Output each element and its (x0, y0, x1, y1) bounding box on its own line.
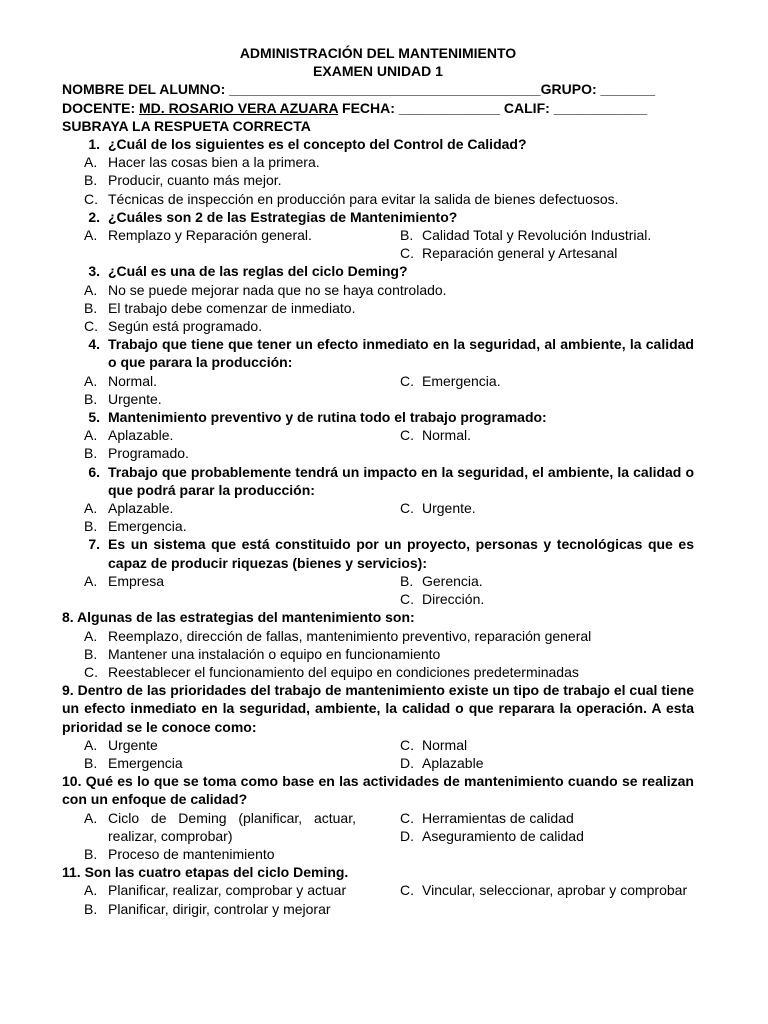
options-row (62, 754, 694, 772)
option-letter: B. (84, 645, 98, 662)
options-row (62, 590, 694, 608)
option-text: Normal. (422, 427, 472, 444)
option[interactable] (62, 317, 694, 335)
option-text: Dirección. (422, 591, 485, 608)
option-letter: C. (84, 663, 98, 680)
option[interactable] (62, 190, 694, 208)
option[interactable] (62, 372, 400, 390)
option-letter: C. (84, 318, 98, 335)
option-letter: B. (84, 754, 98, 771)
student-name-line: NOMBRE DEL ALUMNO: ________________________________________GRUPO: _______ (62, 81, 656, 98)
option-letter: A. (84, 227, 98, 244)
option-text: Técnicas de inspección en producción para evitar la salida de bienes defectuosos. (108, 190, 619, 207)
options-row (62, 426, 694, 444)
option[interactable] (62, 845, 694, 863)
option[interactable] (62, 900, 694, 918)
docente-name: MD. ROSARIO VERA AZUARA (139, 99, 339, 116)
option-letter: A. (84, 154, 98, 171)
option[interactable] (400, 590, 694, 608)
option-letter: C. (400, 736, 414, 753)
option[interactable] (62, 171, 694, 189)
option[interactable] (62, 645, 694, 663)
option-text: Planificar, realizar, comprobar y actuar (108, 882, 347, 899)
question-text: Mantenimiento preventivo y de rutina todo el trabajo programado: (108, 409, 547, 426)
option-letter: A. (84, 627, 98, 644)
option-letter: C. (400, 500, 414, 517)
spacer (62, 244, 400, 262)
option[interactable] (62, 299, 694, 317)
option[interactable] (400, 754, 694, 772)
option-letter: B. (84, 299, 98, 316)
question-7 (62, 535, 694, 571)
option[interactable] (62, 499, 400, 517)
exam-subtitle: EXAMEN UNIDAD 1 (313, 63, 443, 80)
option[interactable] (400, 499, 694, 517)
option[interactable] (62, 153, 694, 171)
option[interactable] (62, 281, 694, 299)
option-text: Normal (422, 736, 468, 753)
option-letter: C. (400, 591, 414, 608)
option-text: Urgente. (422, 500, 476, 517)
option-text: Emergencia (108, 754, 183, 771)
option-letter: B. (400, 572, 414, 589)
option-text: Reestablecer el funcionamiento del equipo en condiciones predeterminadas (108, 663, 579, 680)
option[interactable] (400, 572, 694, 590)
question-text: Trabajo que probablemente tendrá un impacto en la seguridad, el ambiente, la calidad o que podrá parar la producción: (108, 463, 694, 498)
option-letter: A. (84, 736, 98, 753)
question-number: 6. (88, 463, 100, 480)
option[interactable] (62, 881, 400, 899)
option[interactable] (62, 809, 400, 845)
question-number: 4. (88, 336, 100, 353)
option-text: Emergencia. (422, 372, 501, 389)
exam-page (62, 44, 694, 918)
option-letter: C. (400, 809, 414, 826)
option[interactable] (62, 627, 694, 645)
options-row (62, 499, 694, 517)
option[interactable] (62, 390, 694, 408)
option-text: Planificar, dirigir, controlar y mejorar (108, 900, 331, 917)
question-text: Trabajo que tiene que tener un efecto inmediato en la seguridad, al ambiente, la calidad o que parara la producción: (108, 336, 694, 371)
option[interactable] (400, 244, 694, 262)
option-letter: B. (84, 900, 98, 917)
option-letter: C. (84, 190, 98, 207)
options-row (62, 881, 694, 899)
options-row (62, 244, 694, 262)
option-text: Aplazable. (108, 500, 174, 517)
question-5 (62, 408, 694, 426)
option-text: Urgente. (108, 390, 162, 407)
question-text: Es un sistema que está constituido por un proyecto, personas y tecnológicas que es capaz de producir riquezas (bienes y servicios): (108, 536, 694, 571)
option-text: Programado. (108, 445, 189, 462)
option-text: El trabajo debe comenzar de inmediato. (108, 299, 356, 316)
option-letter: B. (84, 845, 98, 862)
option-text: Aplazable. (108, 427, 174, 444)
option-text: Producir, cuanto más mejor. (108, 172, 282, 189)
option-letter: A. (84, 372, 98, 389)
option-letter: A. (84, 500, 98, 517)
docente-line (62, 99, 694, 117)
question-number: 5. (88, 409, 100, 426)
question-text: ¿Cuál de los siguientes es el concepto del Control de Calidad? (108, 136, 527, 153)
question-text: ¿Cuáles son 2 de las Estrategias de Mantenimiento? (108, 208, 458, 225)
option[interactable] (400, 226, 694, 244)
question-number: 2. (88, 208, 100, 225)
options-row (62, 372, 694, 390)
option[interactable] (62, 517, 694, 535)
option[interactable] (400, 881, 694, 899)
option-text: Hacer las cosas bien a la primera. (108, 154, 320, 171)
option-letter: C. (400, 245, 414, 262)
option[interactable] (62, 572, 400, 590)
option-text: Aplazable (422, 754, 484, 771)
question-2 (62, 208, 694, 226)
question-4 (62, 335, 694, 371)
option[interactable] (62, 663, 694, 681)
option-letter: B. (84, 390, 98, 407)
option[interactable] (400, 809, 694, 827)
option[interactable] (400, 372, 694, 390)
question-number: 7. (88, 536, 100, 553)
option-letter: C. (400, 427, 414, 444)
option[interactable] (400, 426, 694, 444)
option-letter: B. (400, 227, 414, 244)
option[interactable] (62, 426, 400, 444)
options-row (62, 809, 694, 845)
option[interactable] (62, 444, 694, 462)
option-text: Según está programado. (108, 318, 263, 335)
question-1 (62, 135, 694, 153)
question-text: ¿Cuál es una de las reglas del ciclo Deming? (108, 263, 408, 280)
option-letter: D. (400, 754, 414, 771)
question-9: 9. Dentro de las prioridades del trabajo de mantenimiento existe un tipo de trabajo el cual tiene un efecto inmediato en la seguridad, ambiente, la calidad o que reparara la operación. A esta prioridad se le conoce como: (62, 682, 694, 735)
option-letter: A. (84, 572, 98, 589)
options-row (62, 572, 694, 590)
options-row (62, 736, 694, 754)
option-letter: C. (400, 372, 414, 389)
option-text: Normal. (108, 372, 158, 389)
fecha-calif: FECHA: _____________ CALIF: ____________ (342, 99, 648, 116)
option-letter: B. (84, 518, 98, 535)
options-col (400, 809, 694, 845)
question-8: 8. Algunas de las estrategias del mantenimiento son: (62, 609, 415, 626)
option[interactable] (400, 736, 694, 754)
option-letter: C. (400, 882, 414, 899)
option-letter: A. (84, 882, 98, 899)
option-text: Empresa (108, 572, 165, 589)
option[interactable] (400, 827, 694, 845)
option-text: Reparación general y Artesanal (422, 245, 618, 262)
option-letter: B. (84, 445, 98, 462)
option-text: Reemplazo, dirección de fallas, mantenimiento preventivo, reparación general (108, 627, 592, 644)
option-text: Urgente (108, 736, 158, 753)
question-10: 10. Qué es lo que se toma como base en las actividades de mantenimiento cuando se realizan con un enfoque de calidad? (62, 773, 694, 808)
options-row (62, 226, 694, 244)
docente-label: DOCENTE: (62, 99, 136, 116)
question-number: 3. (88, 263, 100, 280)
option-text: Mantener una instalación o equipo en funcionamiento (108, 645, 441, 662)
option-letter: A. (84, 281, 98, 298)
question-11: 11. Son las cuatro etapas del ciclo Deming. (62, 864, 349, 881)
option-text: Herramientas de calidad (422, 809, 574, 826)
option-text: Vincular, seleccionar, aprobar y comprobar (422, 882, 688, 899)
option[interactable] (62, 754, 400, 772)
instruction: SUBRAYA LA RESPUETA CORRECTA (62, 117, 311, 134)
option-text: No se puede mejorar nada que no se haya controlado. (108, 281, 447, 298)
option-letter: D. (400, 827, 414, 844)
question-number: 1. (88, 136, 100, 153)
option-text: Proceso de mantenimiento (108, 845, 275, 862)
option-text: Calidad Total y Revolución Industrial. (422, 227, 652, 244)
option-text: Aseguramiento de calidad (422, 827, 584, 844)
option[interactable] (62, 736, 400, 754)
option-text: Remplazo y Reparación general. (108, 227, 312, 244)
option-letter: B. (84, 172, 98, 189)
option-letter: A. (84, 809, 98, 826)
question-3 (62, 262, 694, 280)
option-text: Ciclo de Deming (planificar, actuar, realizar, comprobar) (108, 809, 356, 844)
spacer (62, 590, 400, 608)
option-letter: A. (84, 427, 98, 444)
question-6 (62, 463, 694, 499)
option[interactable] (62, 226, 400, 244)
option-text: Gerencia. (422, 572, 483, 589)
exam-title: ADMINISTRACIÓN DEL MANTENIMIENTO (239, 45, 517, 61)
option-text: Emergencia. (108, 518, 187, 535)
